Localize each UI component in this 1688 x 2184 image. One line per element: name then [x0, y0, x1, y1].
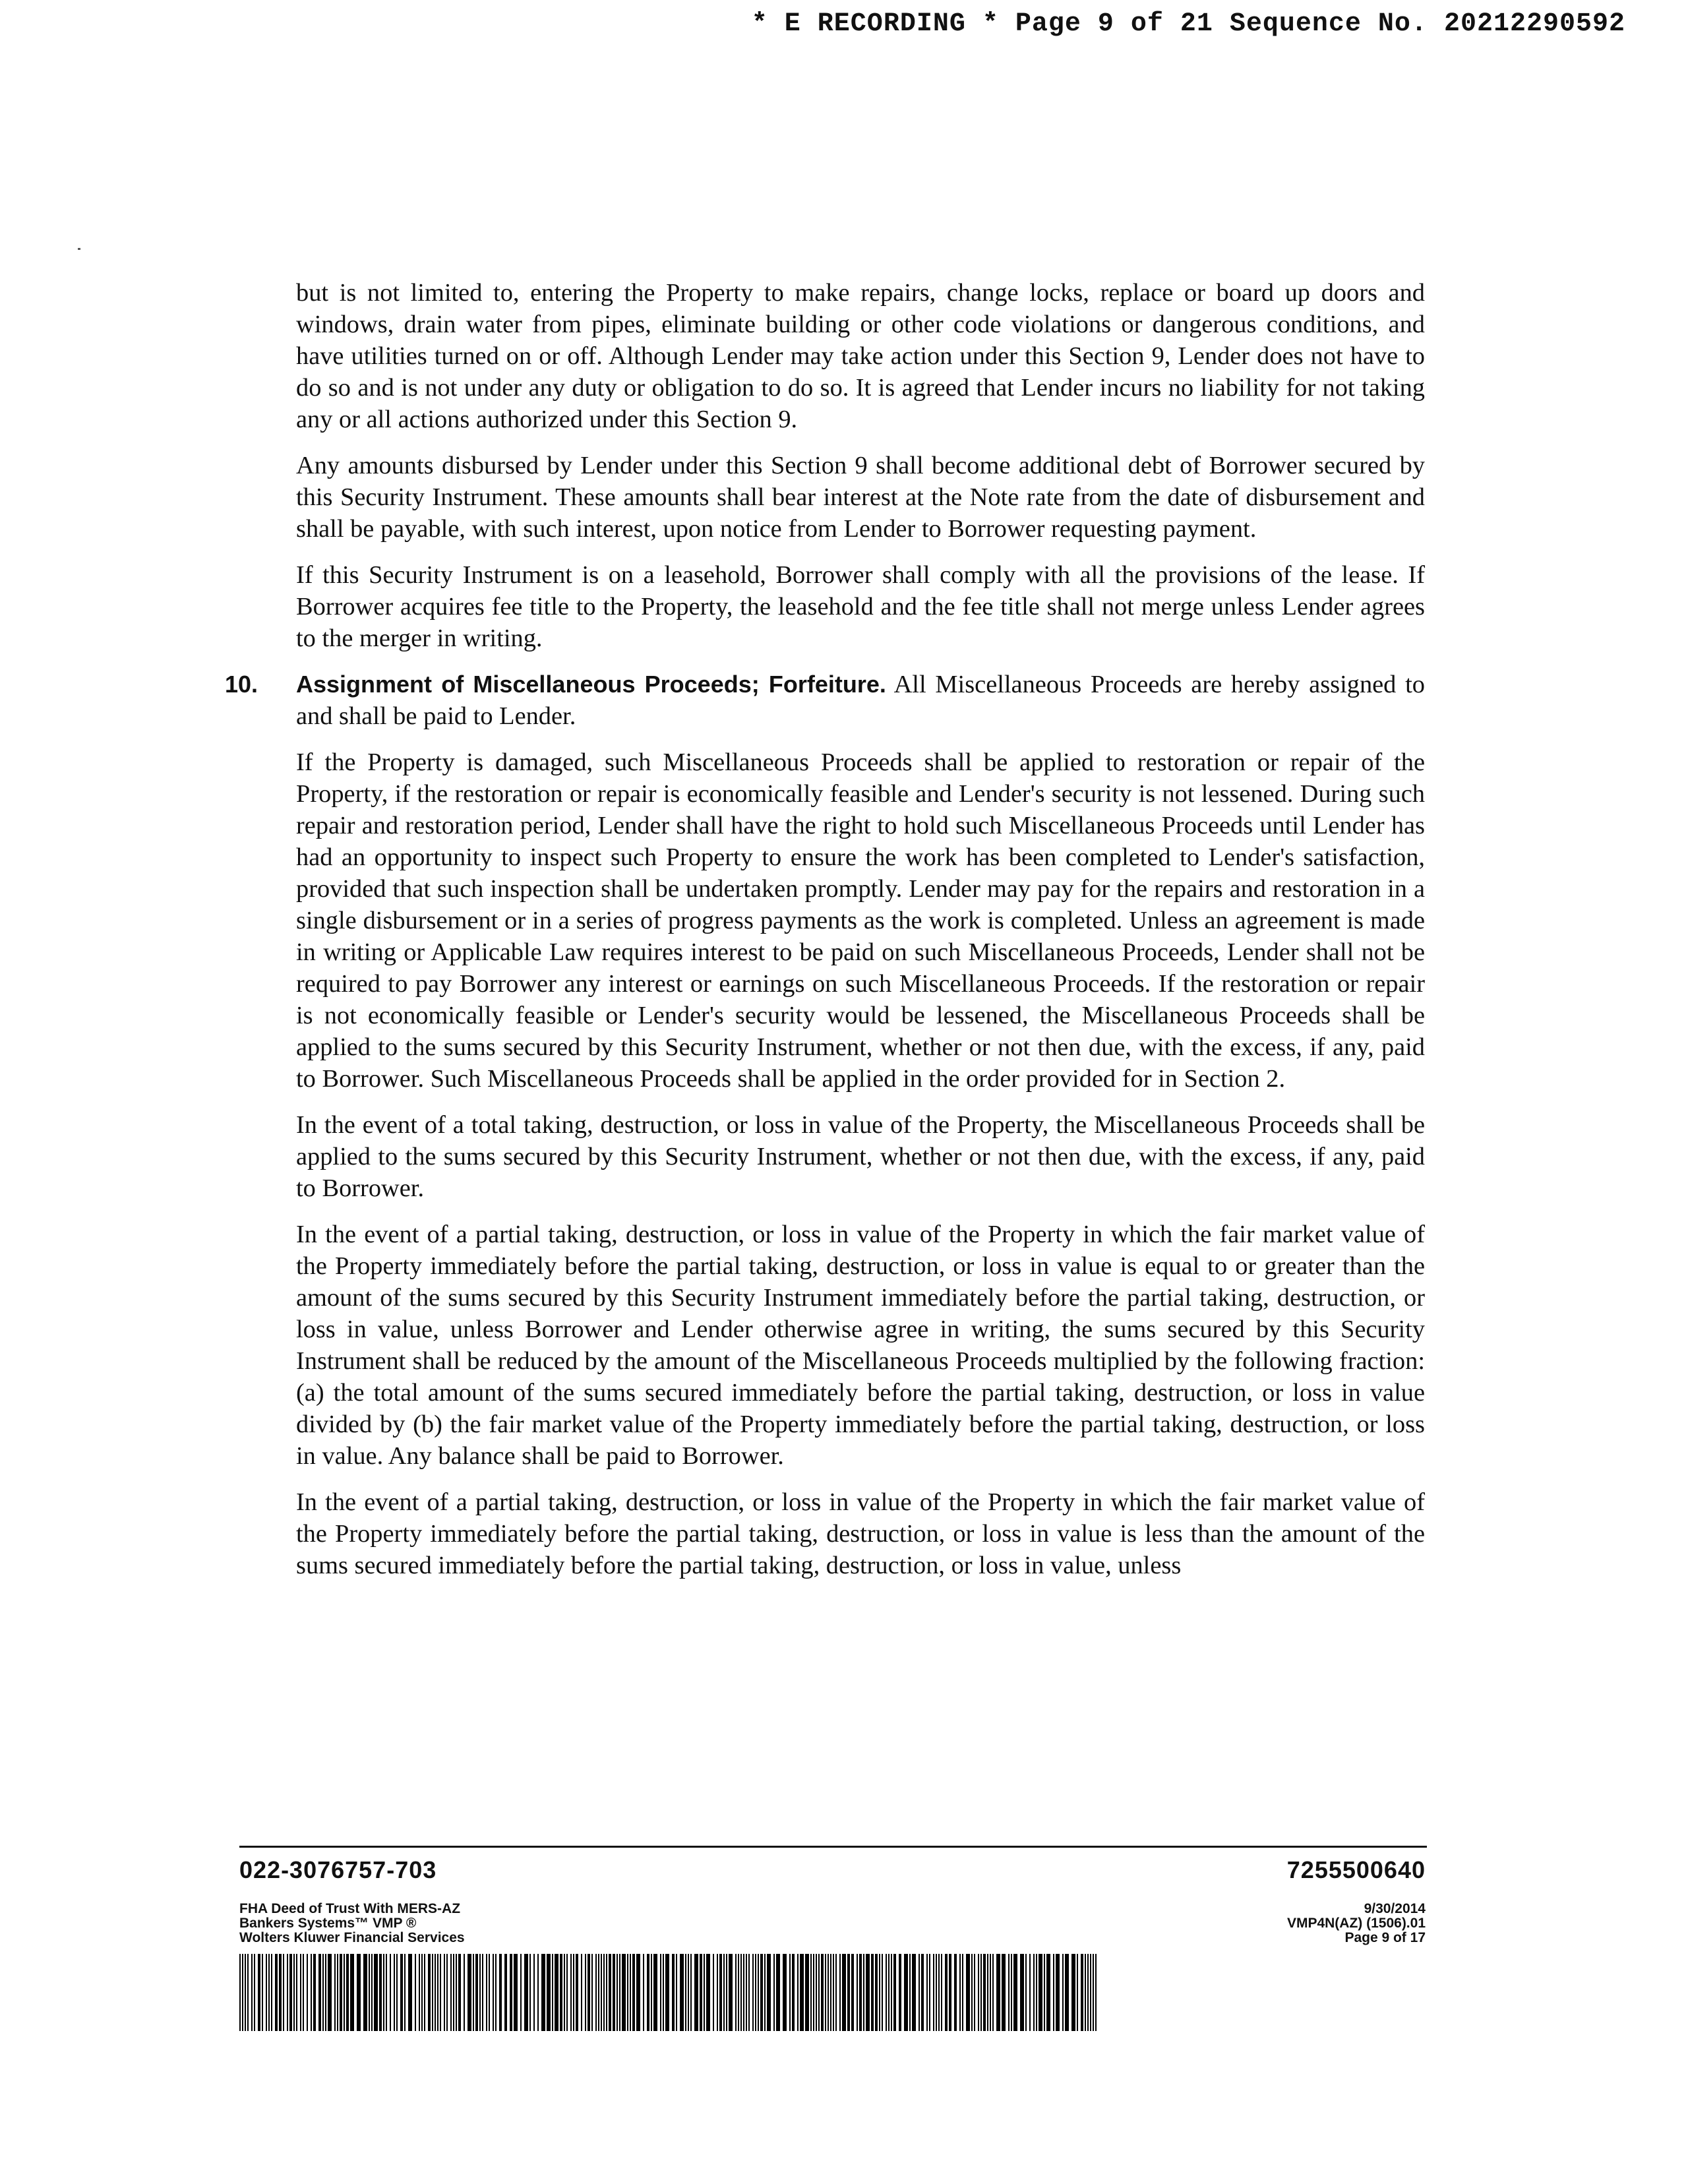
form-line: Bankers Systems™ VMP ®	[239, 1916, 417, 1931]
form-date: 9/30/2014	[1364, 1901, 1426, 1916]
document-body	[225, 277, 1426, 1596]
loan-number: 022-3076757-703	[239, 1856, 437, 1883]
form-line: FHA Deed of Trust With MERS-AZ	[239, 1901, 461, 1916]
paragraph: If this Security Instrument is on a leasehold, Borrower shall comply with all the provisions of the lease. If Borrower acquires fee title to the Property, the leasehold and the fee title shall not merge unless Lender agrees to the merger in writing.	[296, 561, 1425, 652]
section-10-heading	[225, 669, 1426, 732]
paragraph: but is not limited to, entering the Property to make repairs, change locks, replace or board up doors and windows, drain water from pipes, eliminate building or other code violations or dangerous conditions, and have utilities turned on or off. Although Lender may take action under this Section 9, Lender does not have to do so and is not under any duty or obligation to do so. It is agreed that Lender incurs no liability for not taking any or all actions authorized under this Section 9.	[296, 279, 1425, 433]
section-intro: All Miscellaneous Proceeds are hereby assigned to and shall be paid to Lender.	[296, 671, 1426, 730]
barcode	[239, 1954, 1100, 2031]
document-id: 7255500640	[1286, 1856, 1426, 1883]
paragraph: If the Property is damaged, such Miscellaneous Proceeds shall be applied to restoration or repair of the Property, if the restoration or repair is economically feasible and Lender's security is not lessened. During such repair and restoration period, Lender shall have the right to hold such Miscellaneous Proceeds until Lender has had an opportunity to inspect such Property to ensure the work has been completed to Lender's satisfaction, provided that such inspection shall be undertaken promptly. Lender may pay for the repairs and restoration in a single disbursement or in a series of progress payments as the work is completed. Unless an agreement is made in writing or Applicable Law requires interest to be paid on such Miscellaneous Proceeds, Lender shall not be required to pay Borrower any interest or earnings on such Miscellaneous Proceeds. If the restoration or repair is not economically feasible or Lender's security would be lessened, the Miscellaneous Proceeds shall be applied to the sums secured by this Security Instrument, whether or not then due, with the excess, if any, paid to Borrower. Such Miscellaneous Proceeds shall be applied in the order provided for in Section 2.	[296, 748, 1425, 1093]
section-number: 10.	[225, 671, 258, 698]
paragraph: In the event of a partial taking, destruction, or loss in value of the Property in which the fair market value of the Property immediately before the partial taking, destruction, or loss in value is equal to or greater than the amount of the sums secured by this Security Instrument immediately before the partial taking, destruction, or loss in value, unless Borrower and Lender otherwise agree in writing, the sums secured by this Security Instrument shall be reduced by the amount of the Miscellaneous Proceeds multiplied by the following fraction: (a) the total amount of the sums secured immediately before the partial taking, destruction, or loss in value divided by (b) the fair market value of the Property immediately before the partial taking, destruction, or loss in value. Any balance shall be paid to Borrower.	[296, 1221, 1425, 1470]
scan-speck	[78, 248, 80, 250]
form-info	[239, 1902, 465, 1945]
form-page: Page 9 of 17	[1344, 1930, 1426, 1945]
section-title: Assignment of Miscellaneous Proceeds; Forfeiture.	[296, 671, 886, 698]
paragraph: In the event of a partial taking, destruction, or loss in value of the Property in which the fair market value of the Property immediately before the partial taking, destruction, or loss in value is less than the amount of the sums secured immediately before the partial taking, destruction, or loss in value, unless	[296, 1488, 1425, 1579]
paragraph: Any amounts disbursed by Lender under this Section 9 shall become additional debt of Borrower secured by this Security Instrument. These amounts shall bear interest at the Note rate from the date of disbursement and shall be payable, with such interest, upon notice from Lender to Borrower requesting payment.	[296, 452, 1425, 543]
footer-rule	[239, 1846, 1427, 1848]
form-code: VMP4N(AZ) (1506).01	[1286, 1916, 1426, 1931]
form-meta	[1287, 1902, 1426, 1945]
paragraph: In the event of a total taking, destruction, or loss in value of the Property, the Miscellaneous Proceeds shall be applied to the sums secured by this Security Instrument, whether or not then due, with the excess, if any, paid to Borrower.	[296, 1111, 1425, 1202]
recording-header: * E RECORDING * Page 9 of 21 Sequence No. 20212290592	[751, 9, 1625, 39]
form-line: Wolters Kluwer Financial Services	[239, 1930, 465, 1945]
